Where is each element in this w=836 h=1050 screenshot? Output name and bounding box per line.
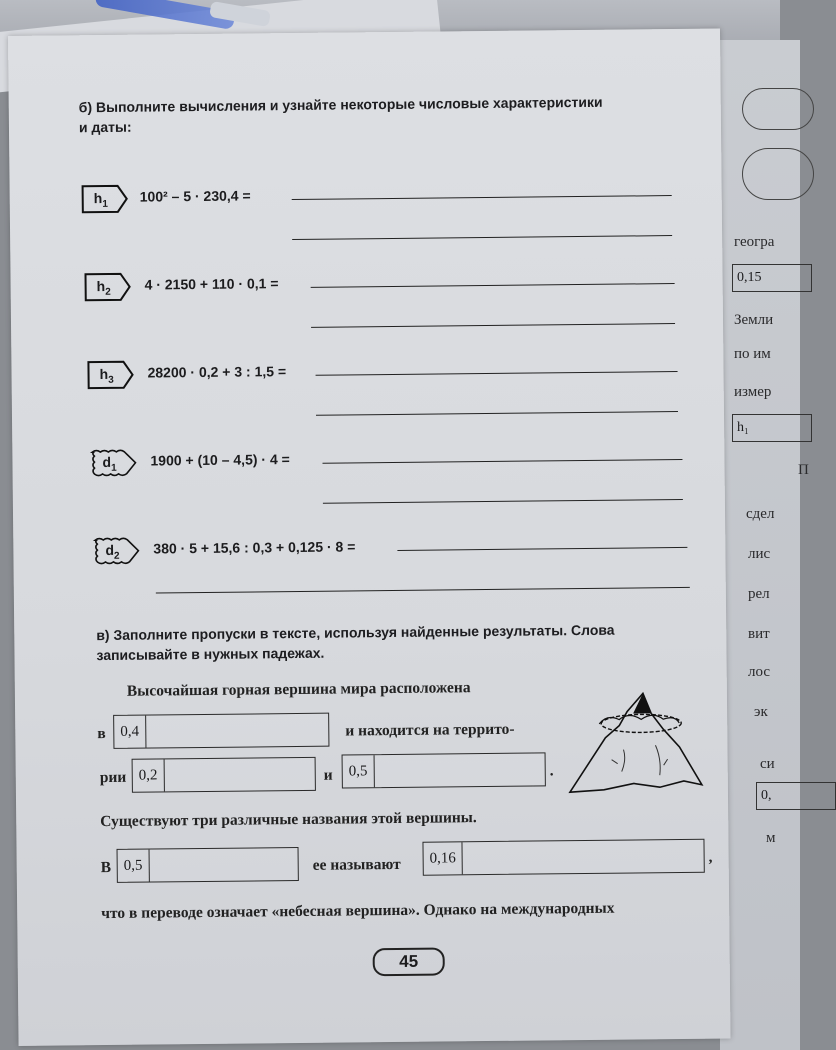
answer-line[interactable] xyxy=(311,283,675,288)
workbook-page xyxy=(8,29,731,1046)
answer-box-code: 0,4 xyxy=(114,716,146,748)
mountain-illustration xyxy=(563,689,714,801)
task-tag-d2 xyxy=(93,537,139,565)
text-line: и находится на террито- xyxy=(345,720,515,740)
rp-word: П xyxy=(798,462,809,478)
text-line: Существуют три различные названия этой вершины. xyxy=(100,809,477,831)
answer-box[interactable] xyxy=(342,752,546,788)
answer-line[interactable] xyxy=(316,411,678,416)
text-line: Высочайшая горная вершина мира расположена xyxy=(126,679,471,700)
answer-box-code: 0,2 xyxy=(133,759,165,791)
text-line: ее называют xyxy=(312,855,401,874)
rp-box: 0, xyxy=(756,782,836,810)
rp-box: 0,15 xyxy=(732,264,812,292)
answer-box-code: 0,16 xyxy=(423,842,463,874)
rp-box: h₁ xyxy=(732,414,812,442)
tree-illustration xyxy=(742,148,814,200)
rp-word: си xyxy=(760,756,775,772)
answer-line[interactable] xyxy=(316,371,678,376)
rp-word: м xyxy=(766,830,776,846)
rp-word: по им xyxy=(734,346,771,362)
task-expression: 4 · 2150 + 110 · 0,1 = xyxy=(144,275,279,293)
text-word: , xyxy=(708,848,713,866)
answer-line[interactable] xyxy=(311,323,675,328)
tag-label: $h_1$ xyxy=(93,190,108,210)
cloud-illustration xyxy=(742,88,814,130)
rp-word: рел xyxy=(748,586,770,602)
answer-line[interactable] xyxy=(292,195,672,200)
task-tag-d1 xyxy=(90,449,136,477)
task-expression: 380 · 5 + 15,6 : 0,3 + 0,125 · 8 = xyxy=(153,538,356,557)
rp-word: Земли xyxy=(734,312,774,328)
task-expression: 1900 + (10 – 4,5) · 4 = xyxy=(150,451,290,469)
text-word: В xyxy=(100,858,112,877)
rp-word: эк xyxy=(754,704,768,720)
text-word: в xyxy=(97,725,106,743)
task-tag-h2 xyxy=(84,273,130,301)
answer-line[interactable] xyxy=(397,547,687,551)
answer-line[interactable] xyxy=(292,235,672,240)
rp-word: лис xyxy=(748,546,771,562)
page-number: 45 xyxy=(373,947,445,976)
text-word: . xyxy=(549,762,554,780)
right-page xyxy=(720,40,809,1050)
section-v-heading xyxy=(96,620,615,665)
answer-line[interactable] xyxy=(322,459,682,464)
answer-box-code: 0,5 xyxy=(118,850,150,882)
rp-word: геогра xyxy=(734,234,775,250)
section-b-heading xyxy=(79,92,603,137)
tag-label: $h_2$ xyxy=(96,277,111,298)
answer-box[interactable] xyxy=(132,757,316,793)
answer-line[interactable] xyxy=(323,499,683,504)
rp-word: вит xyxy=(748,626,770,642)
answer-box[interactable] xyxy=(117,847,299,883)
tag-label: $d_2$ xyxy=(105,541,120,562)
heading-line: б) Выполните вычисления и узнайте некоторые числовые характеристики xyxy=(78,93,603,116)
text-line: что в переводе означает «небесная вершина». Однако на международных xyxy=(101,899,615,923)
tag-label: $d_1$ xyxy=(102,453,117,474)
heading-line: записывайте в нужных падежах. xyxy=(96,644,325,664)
tag-label: $h_3$ xyxy=(99,365,114,386)
task-tag-h1 xyxy=(82,185,128,213)
heading-line: и даты: xyxy=(78,118,132,136)
task-tag-h3 xyxy=(87,361,133,389)
answer-box[interactable] xyxy=(113,713,329,749)
answer-box[interactable] xyxy=(422,839,704,876)
heading-line: в) Заполните пропуски в тексте, используя найденные результаты. Слова xyxy=(96,621,615,644)
rp-word: сдел xyxy=(746,506,775,522)
text-word: и xyxy=(323,766,333,784)
answer-box-code: 0,5 xyxy=(343,755,375,787)
task-expression: 100² – 5 · 230,4 = xyxy=(139,187,251,205)
text-word: рии xyxy=(99,768,127,787)
task-expression: 28200 · 0,2 + 3 : 1,5 = xyxy=(147,363,287,381)
rp-word: измер xyxy=(734,384,772,400)
answer-line[interactable] xyxy=(156,587,690,594)
rp-word: лос xyxy=(748,664,771,680)
